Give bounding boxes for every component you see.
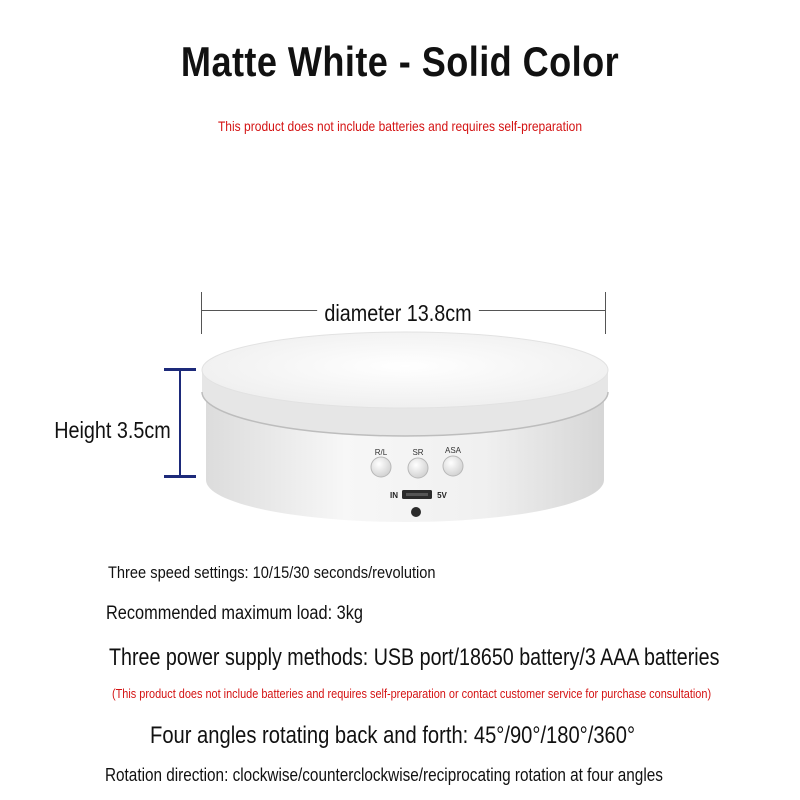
button-sr [408, 458, 428, 478]
turntable-illustration [198, 330, 612, 530]
spec-rotation-angles: Four angles rotating back and forth: 45°/90°/180°/360° [150, 722, 636, 749]
spec-speed-settings: Three speed settings: 10/15/30 seconds/revolution [108, 563, 436, 582]
battery-note: This product does not include batteries and requires self-preparation [217, 118, 583, 134]
port-5v-label: 5V [437, 491, 447, 500]
height-label: Height 3.5cm [54, 417, 171, 443]
spec-power-supply: Three power supply methods: USB port/18650 battery/3 AAA batteries [109, 644, 720, 671]
turntable-platter-top [202, 332, 608, 408]
power-jack [411, 507, 421, 517]
spec-max-load: Recommended maximum load: 3kg [106, 603, 364, 624]
spec-rotation-direction: Rotation direction: clockwise/counterclockwise/reciprocating rotation at four angles [105, 765, 663, 785]
page-title: Matte White - Solid Color [180, 38, 620, 85]
button-sr-label: SR [412, 448, 424, 457]
height-tick-bottom [164, 475, 196, 478]
turntable-device-image [198, 330, 612, 530]
button-asa [443, 456, 463, 476]
button-asa-label: ASA [444, 446, 462, 455]
height-tick-top [164, 368, 196, 371]
height-dimension-line [179, 369, 181, 477]
diameter-tick-left [201, 292, 202, 334]
power-supply-note: (This product does not include batteries and requires self-preparation or contact customer service for purchase consultation) [112, 686, 712, 701]
button-rl-label: R/L [374, 448, 388, 457]
diameter-label: diameter 13.8cm [317, 300, 479, 327]
button-rl [371, 457, 391, 477]
port-in-label: IN [390, 491, 398, 500]
diameter-tick-right [605, 292, 606, 334]
